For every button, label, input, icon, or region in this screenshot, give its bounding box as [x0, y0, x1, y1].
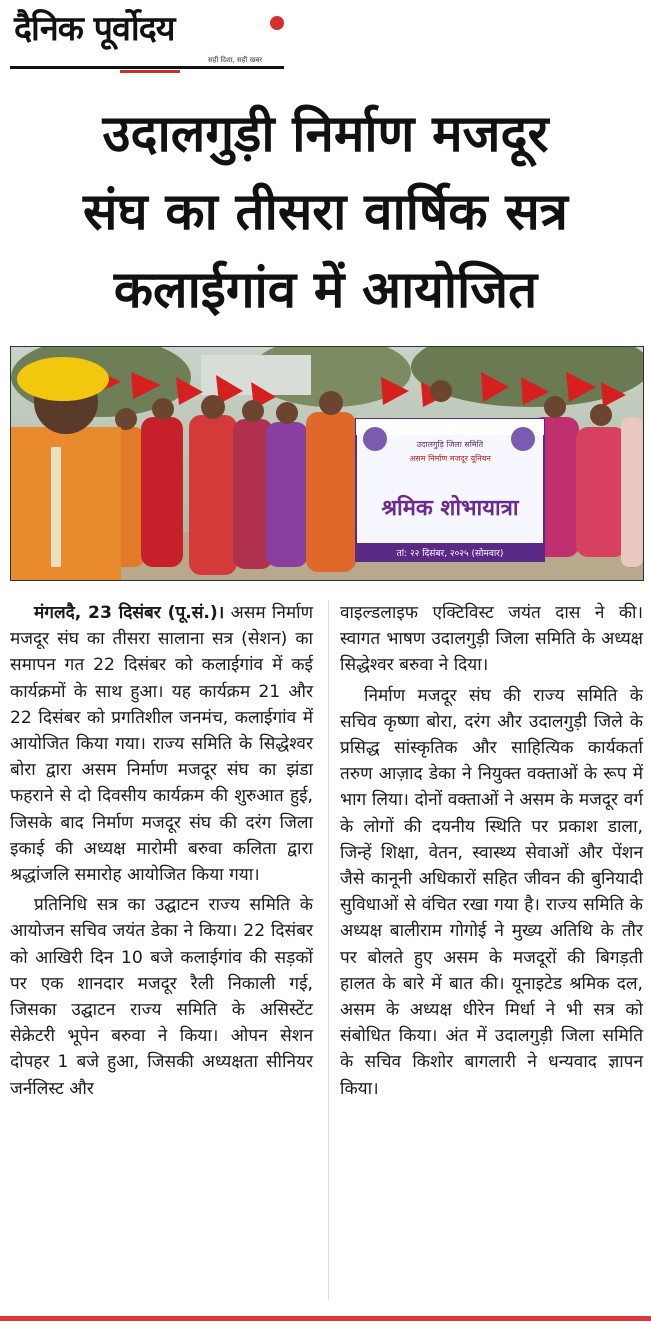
masthead-rule [10, 66, 284, 69]
newspaper-logo: दैनिक पूर्वोदय [14, 9, 175, 49]
headline-line-2: संघ का तीसरा वार्षिक सत्र [83, 183, 568, 242]
logo-dot-icon [270, 16, 284, 30]
headline-line-1: उदालगुड़ी निर्माण मजदूर [102, 105, 549, 164]
article-column-right [340, 600, 643, 1102]
article-column-left [10, 600, 313, 1102]
rally-photo [10, 346, 644, 581]
headline [0, 96, 651, 330]
banner-date: तां: २२ दिसंबर, २०२५ (सोमवार) [396, 549, 504, 559]
article-paragraph-2: प्रतिनिधि सत्र का उद्घाटन राज्य समिति के आयोजन सचिव जयंत डेका ने किया। 22 दिसंबर को आखिरी दिन 10 बजे कलाईगांव की सड़कों पर एक शानदार मजदूर रैली निकाली गई, जिसका उद्घाटन राज्य समिति के असिस्टेंट सेक्रेटरी भूपेन बरुवा ने किया। ओपन सेशन दोपहर 1 बजे हुआ, जिसकी अध्यक्षता सीनियर जर्नलिस्ट और [10, 895, 313, 1099]
masthead-tagline: सही दिशा, सही खबर [208, 56, 263, 64]
banner-main-text: श्रमिक शोभायात्रा [381, 496, 519, 521]
banner-line-1: उदालगुड़ि जिला समिति [416, 440, 484, 449]
dateline: मंगलदै, 23 दिसंबर (पू.सं.)। [34, 603, 225, 623]
masthead [8, 4, 298, 74]
banner-line-2: असम निर्माण मजदूर यूनियन [409, 454, 491, 463]
article-paragraph-1: असम निर्माण मजदूर संघ का तीसरा सालाना सत्र (सेशन) का समापन गत 22 दिसंबर को कलाईगांव में कई कार्यक्रमों के साथ हुआ। यह कार्यक्रम 21 और 22 दिसंबर को प्रगतिशील जनमंच, कलाईगांव में आयोजित किया गया। राज्य समिति के सिद्धेश्वर बोरा द्वारा असम निर्माण मजदूर संघ का झंडा फहराने से दो दिवसीय कार्यक्रम की शुरुआत हुई, जिसके बाद निर्माण मजदूर संघ की दरंग जिला इकाई की अध्यक्ष मारोमी बरुवा कलिता द्वारा श्रद्धांजलि समारोह आयोजित किया गया। [10, 603, 314, 886]
bottom-rule [0, 1316, 651, 1321]
article-paragraph-3: वाइल्डलाइफ एक्टिविस्ट जयंत दास ने की। स्वागत भाषण उदालगुड़ी जिला समिति के अध्यक्ष सिद्धेश्वर बरुवा ने दिया। [340, 603, 643, 676]
masthead-subrule [120, 70, 180, 73]
column-divider [328, 600, 329, 1300]
headline-line-3: कलाईगांव में आयोजित [113, 261, 538, 320]
article-paragraph-4: निर्माण मजदूर संघ की राज्य समिति के सचिव कृष्णा बोरा, दरंग और उदालगुड़ी जिले के प्रसिद्ध सांस्कृतिक और साहित्यिक कार्यकर्ता तरुण आज़ाद डेका ने नियुक्त वक्ताओं के रूप में भाग लिया। दोनों वक्ताओं ने असम के मजदूर वर्ग के लोगों की दयनीय स्थिति पर प्रकाश डाला, जिन्हें शिक्षा, वेतन, स्वास्थ्य सेवाओं और पेंशन जैसे कानूनी अधिकारों सहित जीवन की बुनियादी सुविधाओं से वंचित रखा गया है। राज्य समिति के अध्यक्ष बालीराम गोगोई ने मुख्य अतिथि के तौर पर बोलते हुए असम के मजदूरों की बिगड़ती हालत के बारे में बात की। यूनाइटेड श्रमिक दल, असम के अध्यक्ष धीरेन मिर्धा ने भी सत्र को संबोधित किया। अंत में उदालगुड़ी जिला समिति के सचिव किशोर बागलारी ने धन्यवाद ज्ञापन किया। [340, 685, 643, 1099]
